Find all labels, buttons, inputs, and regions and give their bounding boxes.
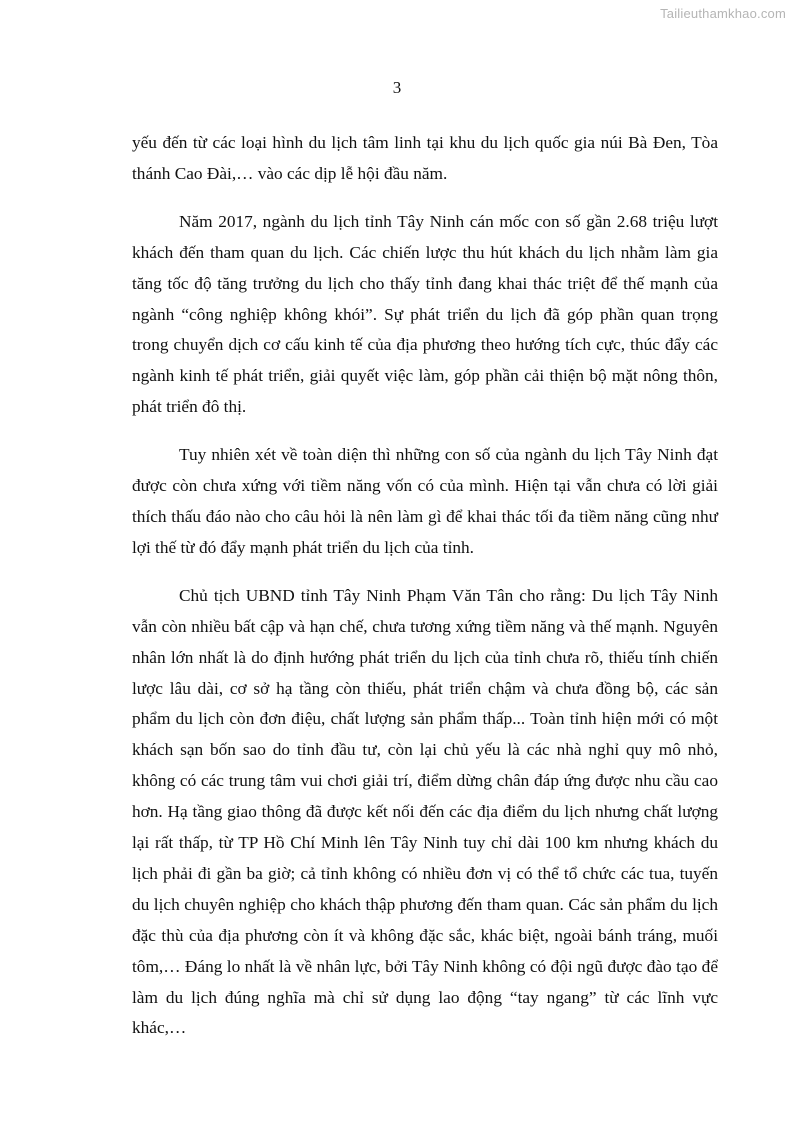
paragraph-tourism-2017: Năm 2017, ngành du lịch tỉnh Tây Ninh cán mốc con số gần 2.68 triệu lượt khách đến tham quan du lịch. Các chiến lược thu hút khách du lịch nhằm làm gia tăng tốc độ tăng trưởng du lịch cho thấy tỉnh đang khai thác triệt để thế mạnh của ngành “công nghiệp không khói”. Sự phát triển du lịch đã góp phần quan trọng trong chuyển dịch cơ cấu kinh tế của địa phương theo hướng tích cực, thúc đẩy các ngành kinh tế phát triển, giải quyết việc làm, góp phần cải thiện bộ mặt nông thôn, phát triển đô thị. <box>132 211 718 417</box>
paragraph-chairman-quote: Chủ tịch UBND tỉnh Tây Ninh Phạm Văn Tân cho rằng: Du lịch Tây Ninh vẫn còn nhiều bất cập và hạn chế, chưa tương xứng tiềm năng và thế mạnh. Nguyên nhân lớn nhất là do định hướng phát triển du lịch của tỉnh chưa rõ, thiếu tính chiến lược lâu dài, cơ sở hạ tầng còn thiếu, phát triển chậm và chưa đồng bộ, các sản phẩm du lịch còn đơn điệu, chất lượng sản phẩm thấp... Toàn tỉnh hiện mới có một khách sạn bốn sao do tỉnh đầu tư, còn lại chủ yếu là các nhà nghỉ quy mô nhỏ, không có các trung tâm vui chơi giải trí, điểm dừng chân đáp ứng được nhu cầu cao hơn. Hạ tầng giao thông đã được kết nối đến các địa điểm du lịch nhưng chất lượng lại rất thấp, từ TP Hồ Chí Minh lên Tây Ninh tuy chỉ dài 100 km nhưng khách du lịch phải đi gần ba giờ; cả tỉnh không có nhiều đơn vị có thể tổ chức các tua, tuyến du lịch chuyên nghiệp cho khách thập phương đến tham quan. Các sản phẩm du lịch đặc thù của địa phương còn ít và không đặc sắc, khác biệt, ngoài bánh tráng, muối tôm,… Đáng lo nhất là về nhân lực, bởi Tây Ninh không có đội ngũ được đào tạo để làm du lịch đúng nghĩa mà chỉ sử dụng lao động “tay ngang” từ các lĩnh vực khác,… <box>132 585 718 1038</box>
page-number: 3 <box>392 78 402 97</box>
paragraph-continued: yếu đến từ các loại hình du lịch tâm linh tại khu du lịch quốc gia núi Bà Đen, Tòa thánh Cao Đài,… vào các dịp lễ hội đầu năm. <box>132 133 718 183</box>
document-body <box>132 128 718 1061</box>
paragraph-potential: Tuy nhiên xét về toàn diện thì những con số của ngành du lịch Tây Ninh đạt được còn chưa xứng với tiềm năng vốn có của mình. Hiện tại vẫn chưa có lời giải thích thấu đáo nào cho câu hỏi là nên làm gì để khai thác tối đa tiềm năng cũng như lợi thế từ đó đẩy mạnh phát triển du lịch của tỉnh. <box>132 445 718 557</box>
watermark-text: Tailieuthamkhao.com <box>660 6 786 21</box>
